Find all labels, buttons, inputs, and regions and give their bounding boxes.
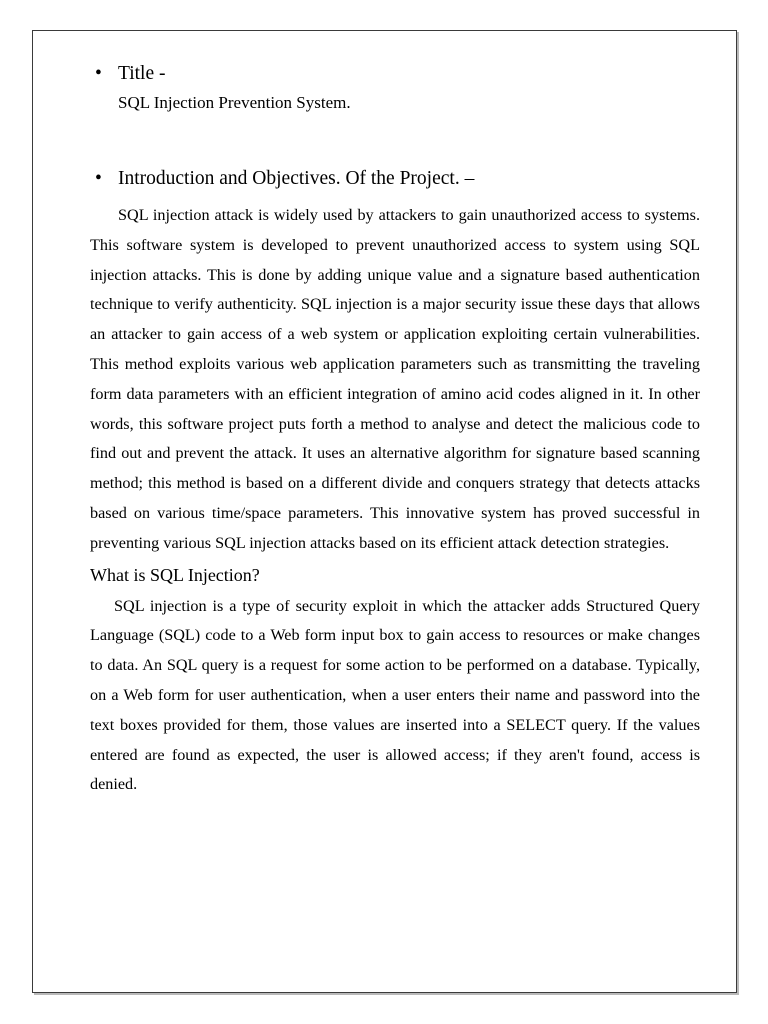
document-content (90, 60, 700, 800)
introduction-heading-label: Introduction and Objectives. Of the Project. – (118, 168, 475, 189)
what-is-sql-injection-heading: What is SQL Injection? (90, 564, 260, 585)
spacer (90, 118, 700, 165)
spacer (90, 193, 700, 201)
document-page (32, 30, 737, 993)
title-heading (90, 60, 700, 88)
title-heading-label: Title - (118, 63, 166, 84)
introduction-heading (90, 165, 700, 193)
bullet-icon: • (95, 63, 102, 84)
section-title (90, 60, 700, 118)
project-title-value: SQL Injection Prevention System. (118, 93, 351, 112)
bullet-icon: • (95, 168, 102, 189)
section-what-is-sql-injection (90, 559, 700, 801)
section-introduction (90, 165, 700, 559)
introduction-paragraph: SQL injection attack is widely used by attackers to gain unauthorized access to systems. This software system is developed to prevent unauthorized access to system using SQL injection attacks. This is done by adding unique value and a signature based authentication technique to verify authenticity. SQL injection is a major security issue these days that allows an attacker to gain access of a web system or application exploiting certain vulnerabilities. This method exploits various web application parameters such as transmitting the traveling form data parameters with an efficient integration of amino acid codes aligned in it. In other words, this software project puts forth a method to analyse and detect the malicious code to find out and prevent the attack. It uses an alternative algorithm for signature based scanning method; this method is based on a different divide and conquers strategy that detects attacks based on various time/space parameters. This innovative system has proved successful in preventing various SQL injection attacks based on its efficient attack detection strategies. (90, 206, 700, 552)
what-is-sql-injection-paragraph: SQL injection is a type of security exploit in which the attacker adds Structured Query Language (SQL) code to a Web form input box to gain access to resources or make changes to data. An SQL query is a request for some action to be performed on a database. Typically, on a Web form for user authentication, when a user enters their name and password into the text boxes provided for them, those values are inserted into a SELECT query. If the values entered are found as expected, the user is allowed access; if they aren't found, access is denied. (90, 596, 700, 794)
